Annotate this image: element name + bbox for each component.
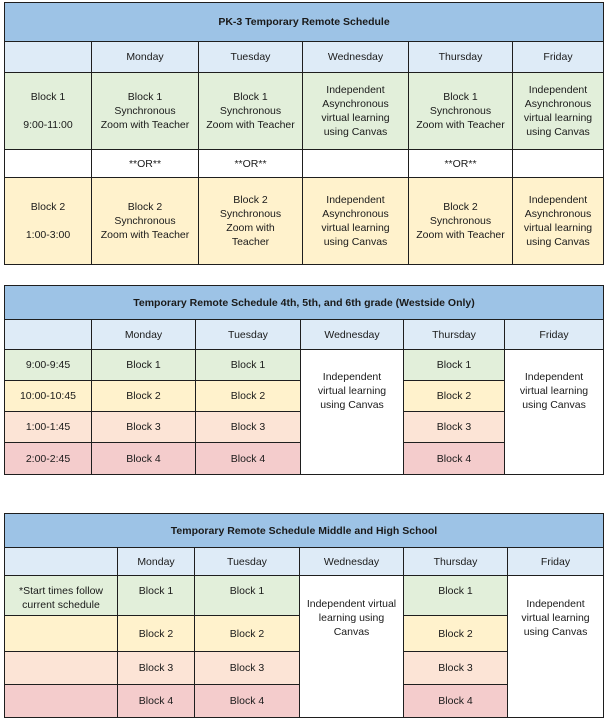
block-cell: Block 4 <box>404 443 505 475</box>
schedule-cell: Block 2 Synchronous Zoom with Teacher <box>92 178 199 265</box>
block-cell: Block 3 <box>92 412 196 443</box>
or-cell: **OR** <box>409 150 513 178</box>
block-cell: Block 4 <box>92 443 196 475</box>
block-cell: Block 1 <box>196 350 301 381</box>
day-header: Monday <box>118 548 195 576</box>
day-header: Monday <box>92 320 196 350</box>
pk3-schedule-table <box>4 2 604 265</box>
day-header: Thursday <box>409 42 513 73</box>
empty-cell <box>5 652 118 685</box>
schedule-cell: Independent Asynchronous virtual learning using Canvas <box>303 73 409 150</box>
block-cell: Block 3 <box>195 652 300 685</box>
row-label: Block 2 1:00-3:00 <box>5 178 92 265</box>
row-label: Block 1 9:00-11:00 <box>5 73 92 150</box>
or-cell: **OR** <box>92 150 199 178</box>
table-title: PK-3 Temporary Remote Schedule <box>5 3 604 42</box>
block-cell: Block 2 <box>195 616 300 652</box>
or-cell: **OR** <box>199 150 303 178</box>
time-cell: 9:00-9:45 <box>5 350 92 381</box>
block-cell: Block 4 <box>404 685 508 718</box>
friday-cell: Independent virtual learning using Canvas <box>505 350 604 475</box>
block-cell: Block 3 <box>118 652 195 685</box>
schedule-cell: Block 1 Synchronous Zoom with Teacher <box>409 73 513 150</box>
time-cell: 2:00-2:45 <box>5 443 92 475</box>
day-header: Friday <box>513 42 604 73</box>
grades-4-6-schedule-table <box>4 285 604 475</box>
empty-cell <box>5 685 118 718</box>
schedule-cell: Independent Asynchronous virtual learning using Canvas <box>303 178 409 265</box>
header-corner <box>5 548 118 576</box>
empty-cell <box>5 616 118 652</box>
block-cell: Block 2 <box>404 616 508 652</box>
wednesday-cell: Independent virtual learning using Canvas <box>300 576 404 718</box>
block-cell: Block 3 <box>404 412 505 443</box>
middle-high-schedule-table <box>4 513 604 718</box>
day-header: Thursday <box>404 320 505 350</box>
block-cell: Block 1 <box>404 576 508 616</box>
day-header: Friday <box>505 320 604 350</box>
day-header: Monday <box>92 42 199 73</box>
day-header: Tuesday <box>195 548 300 576</box>
schedule-cell: Block 2 Synchronous Zoom with Teacher <box>199 178 303 265</box>
block-cell: Block 2 <box>92 381 196 412</box>
block-cell: Block 4 <box>195 685 300 718</box>
time-cell: 10:00-10:45 <box>5 381 92 412</box>
schedule-cell: Independent Asynchronous virtual learning using Canvas <box>513 73 604 150</box>
block-cell: Block 2 <box>404 381 505 412</box>
day-header: Friday <box>508 548 604 576</box>
start-times-note: *Start times follow current schedule <box>5 576 118 616</box>
day-header: Tuesday <box>199 42 303 73</box>
schedule-cell: Block 2 Synchronous Zoom with Teacher <box>409 178 513 265</box>
block-cell: Block 4 <box>196 443 301 475</box>
schedule-cell: Block 1 Synchronous Zoom with Teacher <box>92 73 199 150</box>
block-cell: Block 1 <box>404 350 505 381</box>
block-cell: Block 1 <box>92 350 196 381</box>
day-header: Wednesday <box>300 548 404 576</box>
day-header: Wednesday <box>301 320 404 350</box>
block-cell: Block 3 <box>404 652 508 685</box>
table-title: Temporary Remote Schedule 4th, 5th, and 6th grade (Westside Only) <box>5 286 604 320</box>
header-corner <box>5 42 92 73</box>
schedule-cell: Independent Asynchronous virtual learning using Canvas <box>513 178 604 265</box>
day-header: Wednesday <box>303 42 409 73</box>
row-label <box>5 150 92 178</box>
or-cell <box>303 150 409 178</box>
day-header: Thursday <box>404 548 508 576</box>
block-cell: Block 1 <box>195 576 300 616</box>
wednesday-cell: Independent virtual learning using Canvas <box>301 350 404 475</box>
header-corner <box>5 320 92 350</box>
schedule-cell: Block 1 Synchronous Zoom with Teacher <box>199 73 303 150</box>
day-header: Tuesday <box>196 320 301 350</box>
block-cell: Block 2 <box>118 616 195 652</box>
time-cell: 1:00-1:45 <box>5 412 92 443</box>
table-title: Temporary Remote Schedule Middle and High School <box>5 514 604 548</box>
block-cell: Block 3 <box>196 412 301 443</box>
or-cell <box>513 150 604 178</box>
block-cell: Block 2 <box>196 381 301 412</box>
block-cell: Block 1 <box>118 576 195 616</box>
friday-cell: Independent virtual learning using Canvas <box>508 576 604 718</box>
block-cell: Block 4 <box>118 685 195 718</box>
